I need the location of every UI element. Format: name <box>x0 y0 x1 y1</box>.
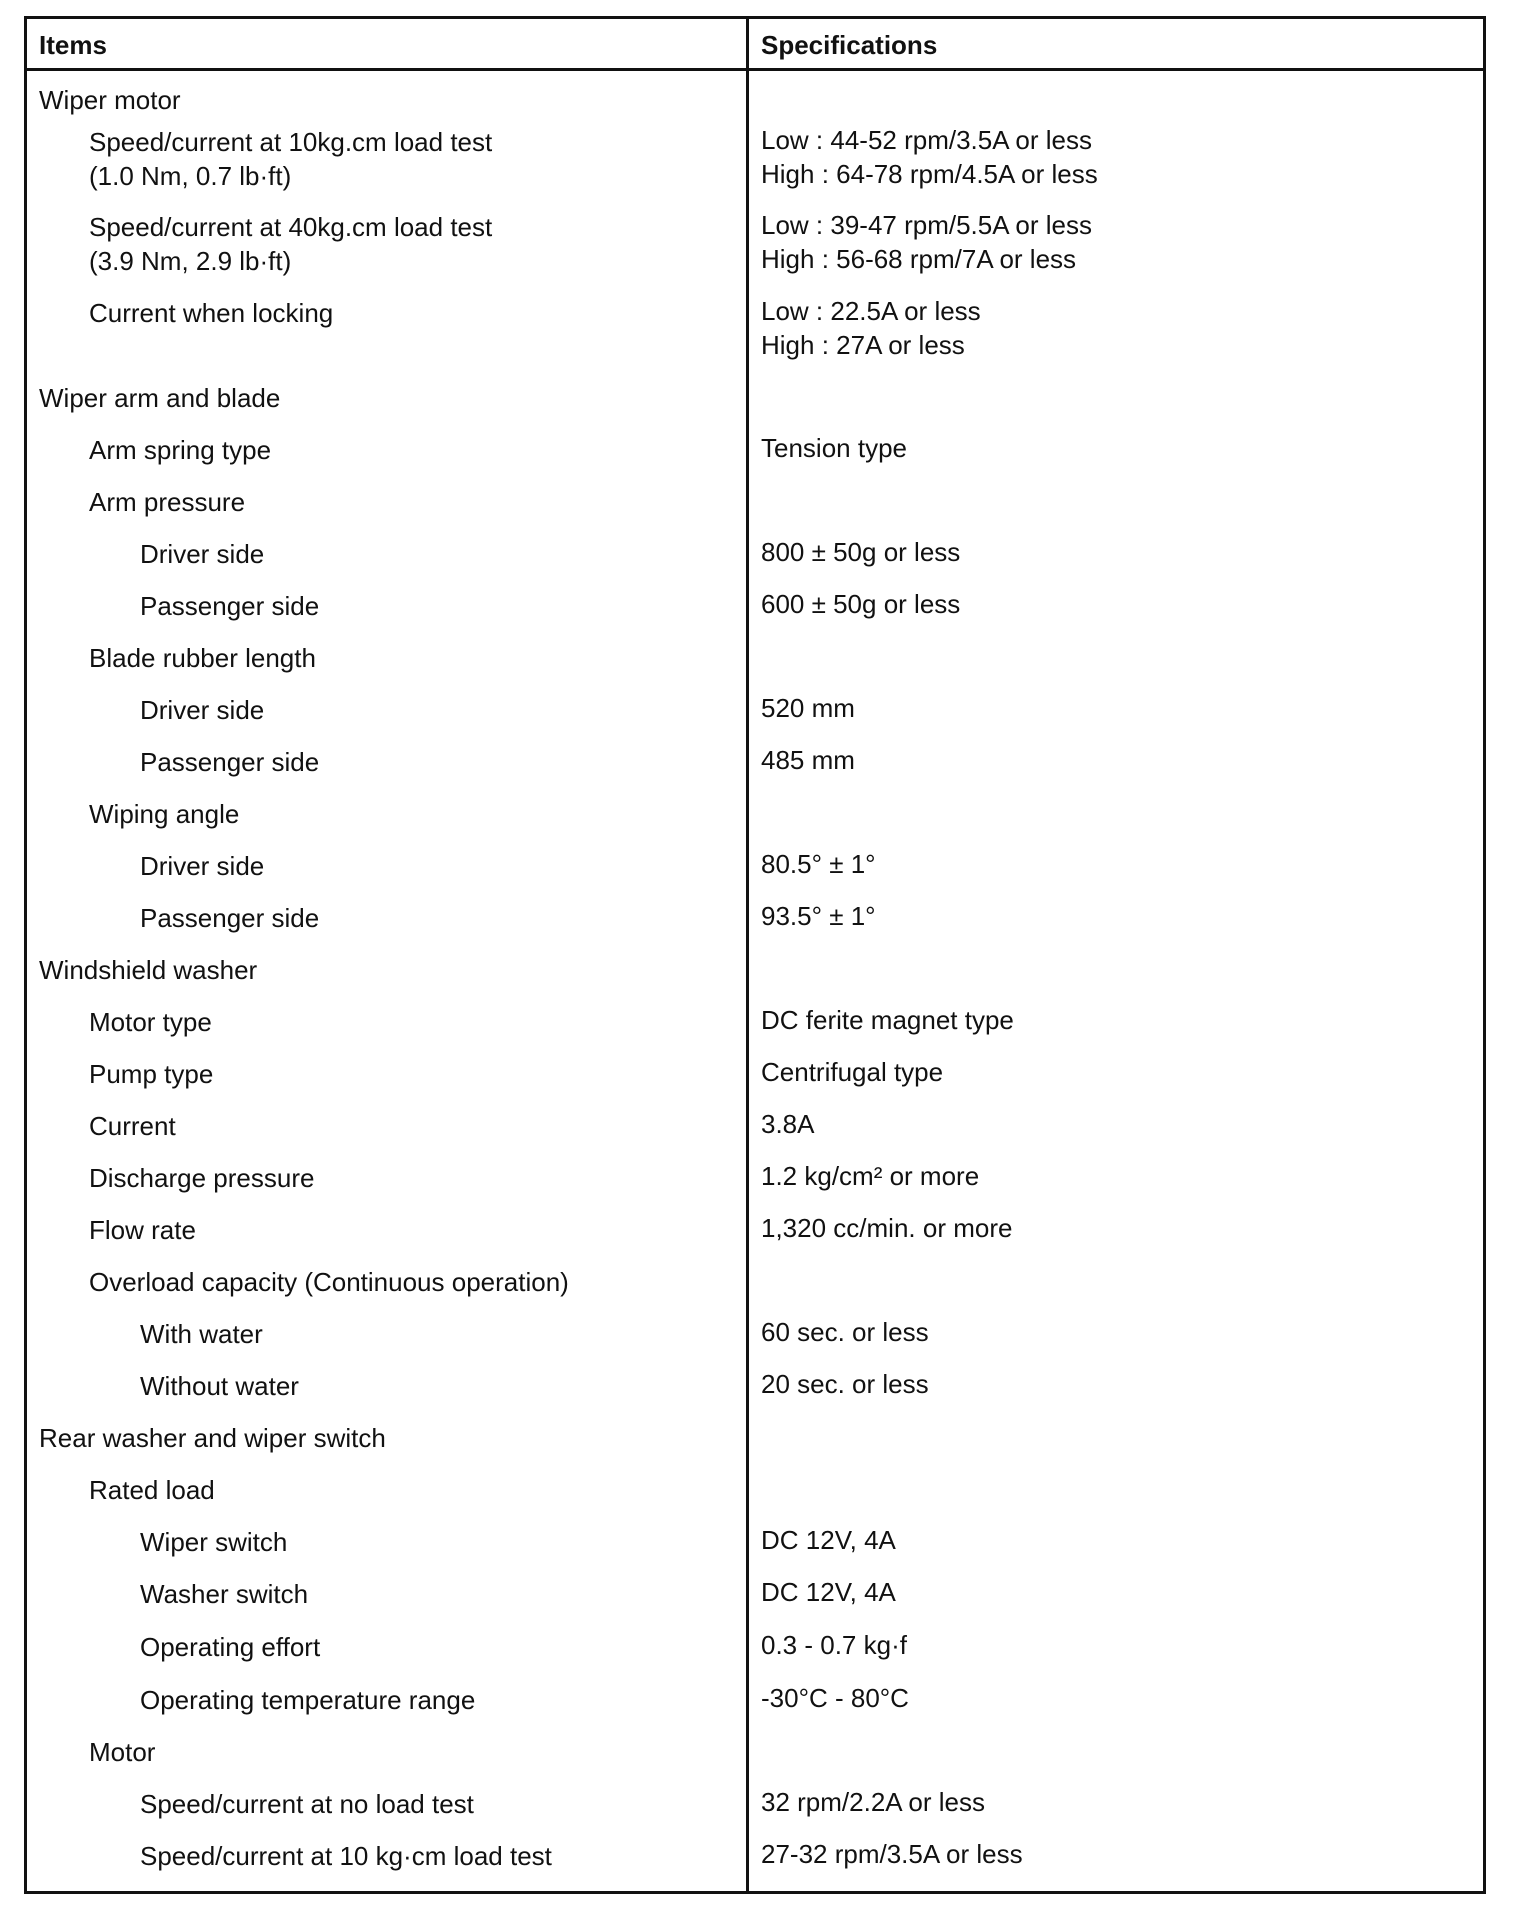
item-label: Wiper switch <box>140 1527 288 1557</box>
spec-value: 3.8A <box>761 1109 815 1139</box>
spec-line: High : 27A or less <box>761 330 965 360</box>
item-label: Arm pressure <box>89 487 246 517</box>
item-label: Motor type <box>89 1007 212 1037</box>
spec-value: Centrifugal type <box>761 1057 944 1087</box>
item-label: Passenger side <box>140 903 320 933</box>
column-divider <box>746 19 749 1891</box>
item-label: Passenger side <box>140 747 320 777</box>
item-label: With water <box>140 1319 263 1349</box>
spec-value <box>761 123 1098 191</box>
spec-line: Low : 22.5A or less <box>761 296 981 326</box>
item-label: Current <box>89 1111 176 1141</box>
item-label: Windshield washer <box>39 955 258 985</box>
item-label: Operating temperature range <box>140 1685 476 1715</box>
spec-line: High : 64-78 rpm/4.5A or less <box>761 159 1098 189</box>
item-line: (3.9 Nm, 2.9 lb·ft) <box>89 246 292 276</box>
item-label: Overload capacity (Continuous operation) <box>89 1267 569 1297</box>
spec-value: DC ferite magnet type <box>761 1005 1014 1035</box>
spec-table <box>24 16 1486 1894</box>
spec-value: 20 sec. or less <box>761 1369 929 1399</box>
item-label: Driver side <box>140 695 265 725</box>
item-label: Motor <box>89 1737 156 1767</box>
item-label: Speed/current at no load test <box>140 1789 474 1819</box>
spec-value: -30°C - 80°C <box>761 1683 909 1713</box>
spec-value: 800 ± 50g or less <box>761 537 961 567</box>
item-label <box>89 210 492 278</box>
spec-value: Tension type <box>761 433 907 463</box>
spec-value: 32 rpm/2.2A or less <box>761 1787 985 1817</box>
item-label: Driver side <box>140 539 265 569</box>
item-label: Arm spring type <box>89 435 272 465</box>
spec-value: 60 sec. or less <box>761 1317 929 1347</box>
item-label: Discharge pressure <box>89 1163 315 1193</box>
item-label: Current when locking <box>89 298 334 328</box>
item-label: Driver side <box>140 851 265 881</box>
item-label: Wiping angle <box>89 799 240 829</box>
item-label: Rear washer and wiper switch <box>39 1423 386 1453</box>
spec-value: 0.3 - 0.7 kg·f <box>761 1630 907 1660</box>
header-rule <box>27 68 1483 71</box>
spec-value: 27-32 rpm/3.5A or less <box>761 1839 1023 1869</box>
spec-value: DC 12V, 4A <box>761 1577 896 1607</box>
spec-value: 80.5° ± 1° <box>761 849 876 879</box>
item-line: (1.0 Nm, 0.7 lb·ft) <box>89 161 292 191</box>
item-label: Washer switch <box>140 1579 309 1609</box>
header-items: Items <box>39 30 107 60</box>
item-label: Blade rubber length <box>89 643 316 673</box>
item-label: Rated load <box>89 1475 215 1505</box>
header-specifications: Specifications <box>761 30 938 60</box>
spec-line: Low : 39-47 rpm/5.5A or less <box>761 210 1092 240</box>
item-line: Speed/current at 40kg.cm load test <box>89 212 493 242</box>
spec-line: High : 56-68 rpm/7A or less <box>761 244 1077 274</box>
item-line: Speed/current at 10kg.cm load test <box>89 127 493 157</box>
spec-value: 520 mm <box>761 693 855 723</box>
item-label: Without water <box>140 1371 299 1401</box>
item-label: Wiper arm and blade <box>39 383 281 413</box>
spec-value <box>761 208 1092 276</box>
spec-value: 1,320 cc/min. or more <box>761 1213 1013 1243</box>
item-label: Operating effort <box>140 1632 321 1662</box>
spec-value <box>761 294 981 362</box>
spec-value: 485 mm <box>761 745 855 775</box>
item-label: Speed/current at 10 kg·cm load test <box>140 1841 552 1871</box>
spec-value: 600 ± 50g or less <box>761 589 961 619</box>
item-label: Flow rate <box>89 1215 196 1245</box>
spec-line: Low : 44-52 rpm/3.5A or less <box>761 125 1092 155</box>
item-label <box>89 125 492 193</box>
item-label: Wiper motor <box>39 85 181 115</box>
spec-value: DC 12V, 4A <box>761 1525 896 1555</box>
spec-value: 93.5° ± 1° <box>761 901 876 931</box>
item-label: Pump type <box>89 1059 214 1089</box>
item-label: Passenger side <box>140 591 320 621</box>
spec-value: 1.2 kg/cm² or more <box>761 1161 980 1191</box>
